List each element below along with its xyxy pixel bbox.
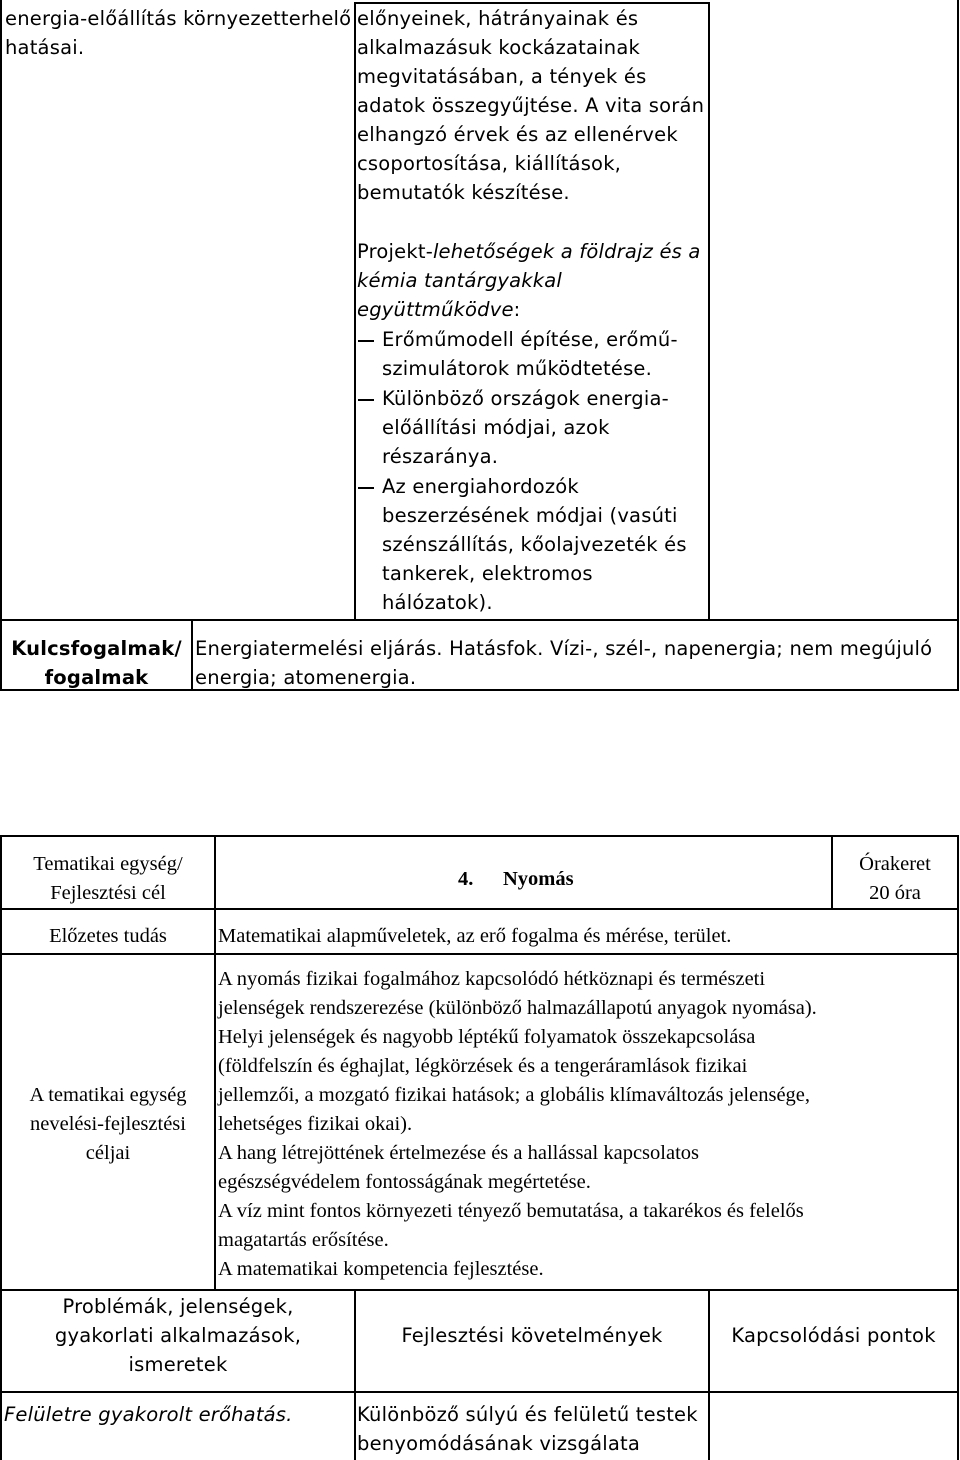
table1-row-divider xyxy=(0,619,959,621)
celjai-line-6: lehetséges fizikai okai). xyxy=(218,1113,413,1135)
debate-text-line-2: alkalmazásuk kockázatainak xyxy=(357,36,640,59)
bullet-3-line-1: Az energiahordozók xyxy=(382,475,579,498)
impact-text-line-1: energia-előállítás környezetterhelő xyxy=(5,7,352,30)
celjai-line-1: A nyomás fizikai fogalmához kapcsolódó hétköznapi és természeti xyxy=(218,968,766,990)
tematikai-label-line-1: Tematikai egység/ xyxy=(33,853,183,875)
impact-text-line-2: hatásai. xyxy=(5,36,85,59)
bullet-3-line-3: szénszállítás, kőolajvezeték és xyxy=(382,533,687,556)
celjai-label-line-3: céljai xyxy=(85,1142,131,1164)
celjai-line-2: jelenségek rendszerezése (különböző halmazállapotú anyagok nyomása). xyxy=(218,997,817,1019)
table2-col-divider-1 xyxy=(354,1289,356,1460)
celjai-line-10: magatartás erősítése. xyxy=(218,1229,389,1251)
debate-text-line-6: csoportosítása, kiállítások, xyxy=(357,152,622,175)
elozetes-text: Matematikai alapműveletek, az erő fogalma és mérése, terület. xyxy=(218,925,732,947)
bullet-1-line-1: Erőműmodell építése, erőmű- xyxy=(382,328,678,351)
celjai-line-9: A víz mint fontos környezeti tényező bemutatása, a takarékos és felelős xyxy=(218,1200,804,1222)
bullet-dash-3 xyxy=(358,487,374,489)
projekt-heading-line-1 xyxy=(357,237,701,266)
projekt-prefix: Projekt- xyxy=(357,240,433,263)
bullet-1-line-2: szimulátorok működtetése. xyxy=(382,357,653,380)
table2-label-divider xyxy=(214,835,216,1291)
colhead-kapcsolodasi: Kapcsolódási pontok xyxy=(731,1324,936,1347)
debate-text-line-5: elhangzó érvek és az ellenérvek xyxy=(357,123,678,146)
row1-problem: Felületre gyakorolt erőhatás. xyxy=(4,1403,293,1426)
debate-text-line-7: bemutatók készítése. xyxy=(357,181,570,204)
celjai-line-11: A matematikai kompetencia fejlesztése. xyxy=(218,1258,544,1280)
bullet-2-line-3: részaránya. xyxy=(382,445,499,468)
colhead-problemak-line-3: ismeretek xyxy=(128,1353,228,1376)
projekt-heading-line-3 xyxy=(357,295,520,324)
projekt-heading-line-2: kémia tantárgyakkal xyxy=(357,269,563,292)
celjai-line-4: (földfelszín és éghajlat, légkörzések és a tengeráramlások fizikai xyxy=(218,1055,748,1077)
table1-col-divider-1 xyxy=(354,2,356,620)
table2-right-border xyxy=(957,835,959,1460)
kulcs-text-line-1: Energiatermelési eljárás. Hatásfok. Vízi-, szél-, napenergia; nem megújuló xyxy=(195,637,933,660)
table2-colhead-divider xyxy=(0,1391,959,1393)
orakeret-label: Órakeret xyxy=(859,853,931,875)
table2-elozetes-divider xyxy=(0,953,959,955)
bullet-3-line-2: beszerzésének módjai (vasúti xyxy=(382,504,678,527)
projekt-italic: lehetőségek a földrajz és a xyxy=(432,240,701,263)
table1-col-divider-2 xyxy=(708,2,710,620)
projekt-italic-2: együttműködve xyxy=(357,298,514,321)
kulcs-label-line-1: Kulcsfogalmak/ xyxy=(11,637,182,660)
row1-requirement-line-1: Különböző súlyú és felületű testek xyxy=(357,1403,698,1426)
table2-col-divider-2 xyxy=(708,1289,710,1460)
table1-left-border xyxy=(0,0,2,691)
unit-number: 4. xyxy=(458,868,474,890)
bullet-dash-2 xyxy=(358,399,374,401)
celjai-label-line-2: nevelési-fejlesztési xyxy=(30,1113,186,1135)
bullet-3-line-5: hálózatok). xyxy=(382,591,493,614)
bullet-3-line-4: tankerek, elektromos xyxy=(382,562,593,585)
celjai-line-3: Helyi jelenségek és nagyobb léptékű folyamatok összekapcsolása xyxy=(218,1026,756,1048)
tematikai-label-line-2: Fejlesztési cél xyxy=(50,882,166,904)
kulcs-label-line-2: fogalmak xyxy=(44,666,149,689)
celjai-label-line-1: A tematikai egység xyxy=(29,1084,187,1106)
celjai-line-5: jellemzői, a mozgató fizikai hatások; a globális klímaváltozás jelensége, xyxy=(218,1084,811,1106)
orakeret-value: 20 óra xyxy=(869,882,921,904)
kulcs-text-line-2: energia; atomenergia. xyxy=(195,666,417,689)
celjai-line-8: egészségvédelem fontosságának megértetése. xyxy=(218,1171,591,1193)
debate-text-line-3: megvitatásában, a tények és xyxy=(357,65,647,88)
colhead-problemak-line-1: Problémák, jelenségek, xyxy=(62,1295,294,1318)
debate-text-line-4: adatok összegyűjtése. A vita során xyxy=(357,94,705,117)
colhead-problemak-line-2: gyakorlati alkalmazások, xyxy=(54,1324,302,1347)
bullet-2-line-1: Különböző országok energia- xyxy=(382,387,669,410)
unit-title: Nyomás xyxy=(503,868,574,890)
debate-text-line-1: előnyeinek, hátrányainak és xyxy=(357,7,639,30)
table2-header-divider xyxy=(0,908,959,910)
celjai-line-7: A hang létrejöttének értelmezése és a hallással kapcsolatos xyxy=(218,1142,699,1164)
projekt-colon: : xyxy=(513,298,521,321)
row1-requirement-line-2: benyomódásának vizsgálata xyxy=(357,1432,641,1455)
elozetes-label: Előzetes tudás xyxy=(49,925,167,947)
bullet-dash-1 xyxy=(358,340,374,342)
table2-top-border xyxy=(0,835,959,837)
table1-kulcs-divider xyxy=(191,619,193,691)
bullet-2-line-2: előállítási módjai, azok xyxy=(382,416,610,439)
table1-right-border xyxy=(957,0,959,691)
colhead-fejlesztesi: Fejlesztési követelmények xyxy=(401,1324,663,1347)
table2-celjai-divider xyxy=(0,1289,959,1291)
